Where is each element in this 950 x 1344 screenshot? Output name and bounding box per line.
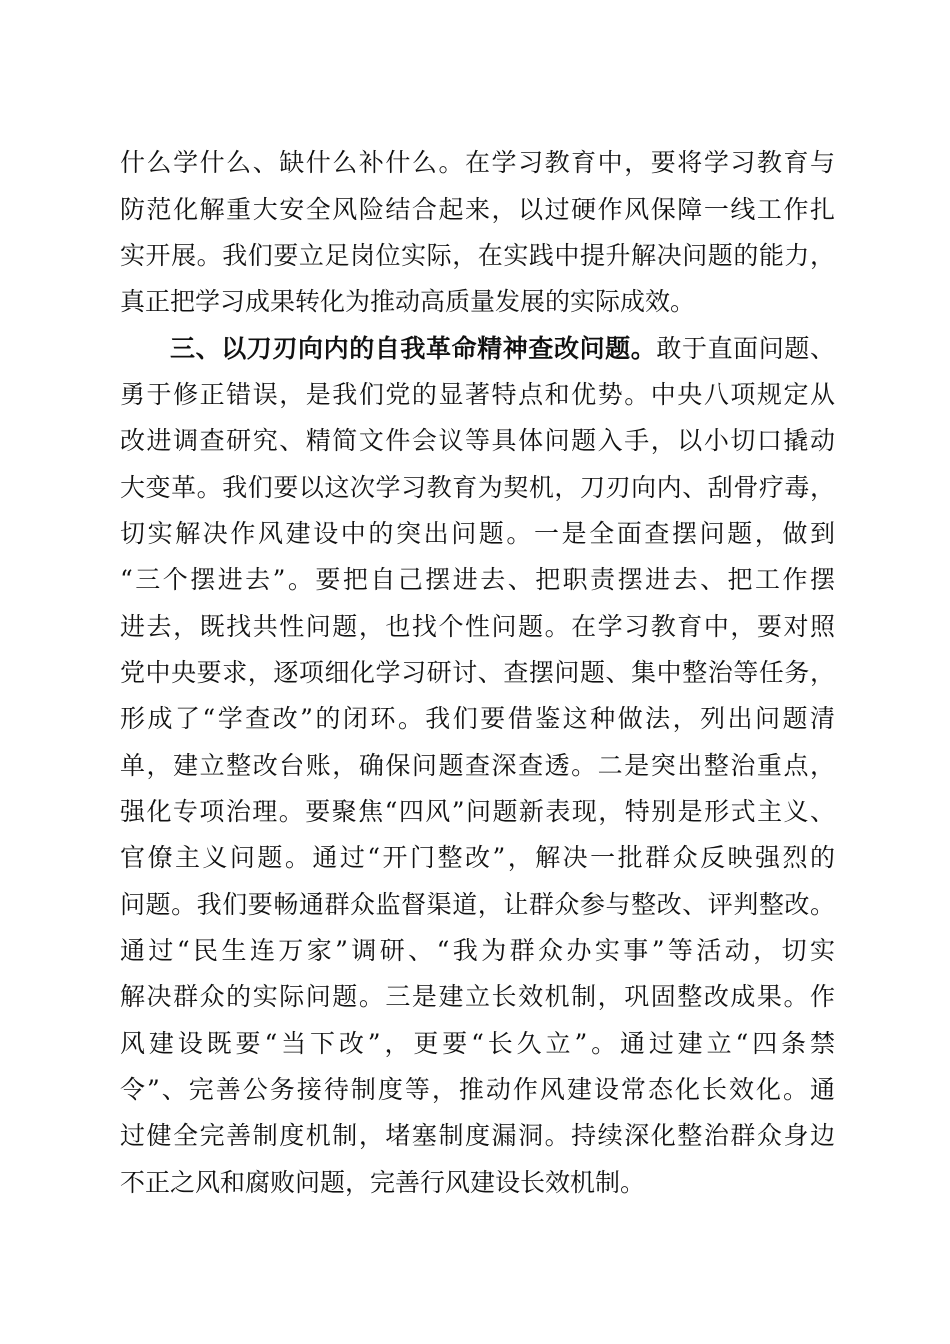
paragraph-line: 令”、完善公务接待制度等，推动作风建设常态化长效化。通 bbox=[120, 1075, 835, 1104]
paragraph-line: 不正之风和腐败问题，完善行风建设长效机制。 bbox=[120, 1168, 646, 1197]
section-heading-line bbox=[170, 329, 835, 369]
paragraph-line: 什么学什么、缺什么补什么。在学习教育中，要将学习教育与 bbox=[120, 148, 835, 177]
paragraph-line: 切实解决作风建设中的突出问题。一是全面查摆问题，做到 bbox=[120, 519, 835, 548]
section-heading: 三、以刀刃向内的自我革命精神查改问题。 bbox=[170, 334, 657, 363]
paragraph-line: 解决群众的实际问题。三是建立长效机制，巩固整改成果。作 bbox=[120, 982, 835, 1011]
paragraph-line: 问题。我们要畅通群众监督渠道，让群众参与整改、评判整改。 bbox=[120, 890, 835, 919]
paragraph-line: 过健全完善制度机制，堵塞制度漏洞。持续深化整治群众身边 bbox=[120, 1121, 835, 1150]
paragraph-line: “三个摆进去”。要把自己摆进去、把职责摆进去、把工作摆 bbox=[120, 565, 835, 594]
paragraph-line: 通过“民生连万家”调研、“我为群众办实事”等活动，切实 bbox=[120, 936, 835, 965]
heading-line-text: 敢于直面问题、 bbox=[656, 334, 835, 363]
paragraph-line: 勇于修正错误，是我们党的显著特点和优势。中央八项规定从 bbox=[120, 380, 835, 409]
paragraph-line: 强化专项治理。要聚焦“四风”问题新表现，特别是形式主义、 bbox=[120, 797, 835, 826]
paragraph-line: 真正把学习成果转化为推动高质量发展的实际成效。 bbox=[120, 287, 696, 316]
paragraph-line: 形成了“学查改”的闭环。我们要借鉴这种做法，列出问题清 bbox=[120, 704, 835, 733]
paragraph-line: 风建设既要“当下改”，更要“长久立”。通过建立“四条禁 bbox=[120, 1029, 835, 1058]
paragraph-line: 实开展。我们要立足岗位实际，在实践中提升解决问题的能力， bbox=[120, 241, 835, 270]
paragraph-line: 党中央要求，逐项细化学习研讨、查摆问题、集中整治等任务， bbox=[120, 658, 835, 687]
paragraph-line: 官僚主义问题。通过“开门整改”，解决一批群众反映强烈的 bbox=[120, 843, 835, 872]
paragraph-line: 单，建立整改台账，确保问题查深查透。二是突出整治重点， bbox=[120, 751, 835, 780]
paragraph-line: 防范化解重大安全风险结合起来，以过硬作风保障一线工作扎 bbox=[120, 195, 835, 224]
paragraph-line: 进去，既找共性问题，也找个性问题。在学习教育中，要对照 bbox=[120, 612, 835, 641]
paragraph-line: 改进调查研究、精简文件会议等具体问题入手，以小切口撬动 bbox=[120, 426, 835, 455]
paragraph-line: 大变革。我们要以这次学习教育为契机，刀刃向内、刮骨疗毒， bbox=[120, 473, 835, 502]
